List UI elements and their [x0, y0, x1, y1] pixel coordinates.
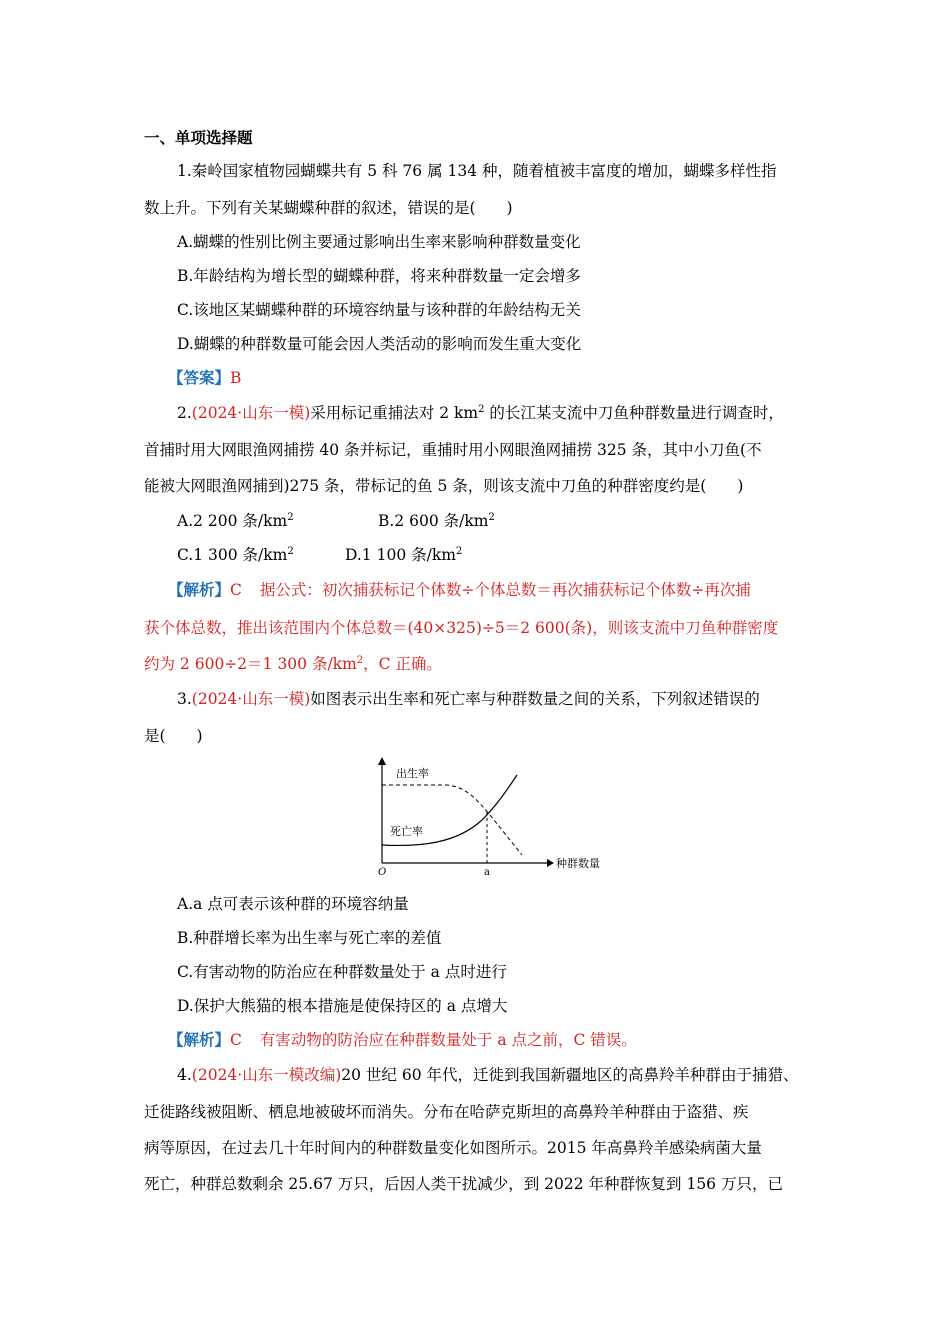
superscript: 2	[488, 511, 495, 523]
q3-number: 3.	[177, 690, 192, 708]
option-text: B.2 600 条/km	[378, 512, 489, 530]
explanation-answer: C	[230, 1031, 242, 1049]
q3-option-d: D.保护大熊猫的根本措施是使保持区的 a 点增大	[177, 997, 508, 1015]
q2-explanation-line3	[144, 653, 442, 675]
q3-text: 如图表示出生率和死亡率与种群数量之间的关系，下列叙述错误的	[310, 690, 760, 708]
q2-number: 2.	[177, 404, 192, 422]
q1-option-b: B.年龄结构为增长型的蝴蝶种群，将来种群数量一定会增多	[177, 267, 581, 285]
superscript: 2	[455, 545, 463, 557]
birth-rate-curve	[382, 785, 522, 855]
explanation-label: 【解析】	[168, 580, 231, 599]
q4-source: (2024·山东一模改编)	[191, 1066, 342, 1084]
q3-stem-line1	[177, 688, 760, 710]
q1-answer	[168, 367, 241, 389]
q3-option-a: A.a 点可表示该种群的环境容纳量	[177, 895, 409, 913]
explanation-answer: C	[230, 581, 242, 599]
birth-rate-label: 出生率	[396, 767, 429, 780]
q2-option-d	[345, 544, 462, 566]
explanation-text: 有害动物的防治应在种群数量处于 a 点之前，C 错误。	[259, 1031, 637, 1049]
answer-label: 【答案】	[168, 368, 231, 387]
q3-option-c: C.有害动物的防治应在种群数量处于 a 点时进行	[177, 963, 507, 981]
q4-number: 4.	[177, 1066, 192, 1084]
x-axis-label: 种群数量	[556, 857, 600, 870]
q2-stem-line3: 能被大网眼渔网捕到)275 条，带标记的鱼 5 条，则该支流中刀鱼的种群密度约是( )	[144, 477, 744, 495]
y-axis-arrow	[378, 757, 386, 765]
explanation-text: 据公式：初次捕获标记个体数÷个体总数＝再次捕获标记个体数÷再次捕	[259, 581, 751, 599]
q1-option-c: C.该地区某蝴蝶种群的环境容纳量与该种群的年龄结构无关	[177, 301, 581, 319]
q3-stem-line2: 是( )	[144, 727, 203, 745]
q2-explanation-line2: 获个体总数，推出该范围内个体总数＝(40×325)÷5＝2 600(条)，则该支流中刀鱼种群密度	[144, 619, 779, 637]
answer-value: B	[230, 369, 242, 387]
x-axis-arrow	[547, 859, 554, 867]
superscript: 2	[356, 654, 364, 666]
superscript: 2	[287, 511, 294, 523]
q4-stem-line1	[177, 1064, 799, 1086]
q4-text: 20 世纪 60 年代，迁徙到我国新疆地区的高鼻羚羊种群由于捕猎、	[341, 1066, 799, 1084]
q2-stem-line2: 首捕时用大网眼渔网捕捞 40 条并标记，重捕时用小网眼渔网捕捞 325 条，其中小刀鱼(不	[144, 441, 762, 459]
explanation-text: 约为 2 600÷2＝1 300 条/km	[144, 655, 357, 673]
q2-option-c	[177, 544, 294, 566]
explanation-text-end: ，C 正确。	[363, 655, 442, 673]
superscript: 2	[287, 545, 294, 557]
q2-stem-line1	[177, 402, 784, 424]
option-text: D.1 100 条/km	[345, 546, 456, 564]
superscript: 2	[478, 403, 485, 415]
section-title: 一、单项选择题	[144, 128, 253, 147]
q2-text-end: 的长江某支流中刀鱼种群数量进行调查时，	[484, 404, 784, 422]
q4-stem-line2: 迁徙路线被阻断、栖息地被破坏而消失。分布在哈萨克斯坦的高鼻羚羊种群由于盗猎、疾	[144, 1103, 749, 1121]
q3-explanation	[168, 1029, 637, 1051]
explanation-label: 【解析】	[168, 1030, 231, 1049]
q1-stem-line2: 数上升。下列有关某蝴蝶种群的叙述，错误的是( )	[144, 199, 513, 217]
q2-option-b	[378, 510, 495, 532]
death-rate-label: 死亡率	[390, 825, 423, 838]
birth-death-rate-diagram	[362, 755, 622, 880]
q4-stem-line4: 死亡，种群总数剩余 25.67 万只，后因人类干扰减少，到 2022 年种群恢复到 156 万只，已	[144, 1175, 783, 1193]
a-point-label: a	[484, 867, 490, 878]
q4-stem-line3: 病等原因，在过去几十年时间内的种群数量变化如图所示。2015 年高鼻羚羊感染病菌大量	[144, 1139, 762, 1157]
q2-text: 采用标记重捕法对 2 km	[310, 404, 479, 422]
q1-option-d: D.蝴蝶的种群数量可能会因人类活动的影响而发生重大变化	[177, 335, 582, 353]
q2-explanation-line1	[168, 579, 751, 601]
q2-source: (2024·山东一模)	[191, 404, 311, 422]
q1-option-a: A.蝴蝶的性别比例主要通过影响出生率来影响种群数量变化	[177, 233, 581, 251]
origin-label: O	[378, 867, 387, 878]
option-text: C.1 300 条/km	[177, 546, 288, 564]
option-text: A.2 200 条/km	[177, 512, 288, 530]
q2-option-a	[177, 510, 294, 532]
q3-source: (2024·山东一模)	[191, 690, 311, 708]
q3-option-b: B.种群增长率为出生率与死亡率的差值	[177, 929, 442, 947]
q1-stem-line1: 1.秦岭国家植物园蝴蝶共有 5 科 76 属 134 种，随着植被丰富度的增加，蝴蝶多样性指	[177, 162, 777, 180]
